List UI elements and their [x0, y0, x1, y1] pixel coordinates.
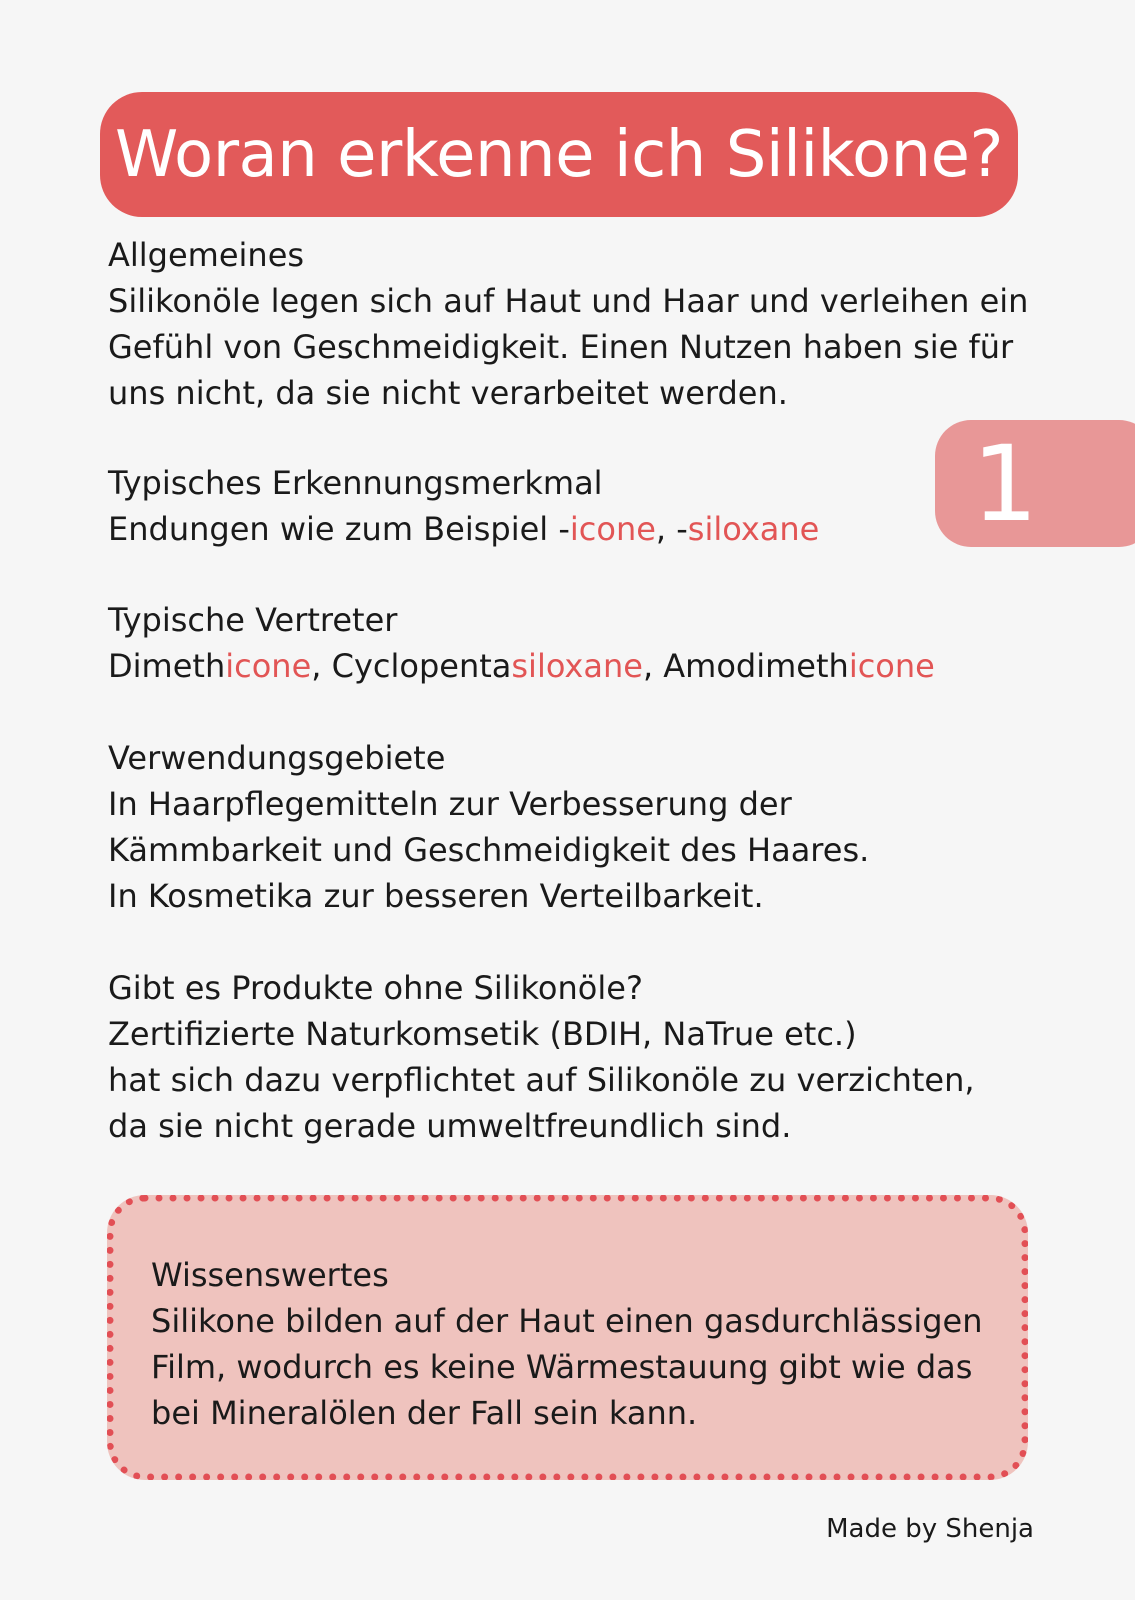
- highlight-ending: icone: [848, 647, 935, 685]
- compound-stem: Dimeth: [108, 647, 226, 685]
- highlight-ending: icone: [225, 647, 312, 685]
- merkmal-separator: , -: [655, 510, 688, 548]
- highlight-ending: siloxane: [511, 647, 643, 685]
- wissenswertes-text-line: Film, wodurch es keine Wärmestauung gibt wie das: [151, 1348, 973, 1386]
- section-text-line: [108, 643, 1038, 689]
- wissenswertes-box: [107, 1195, 1028, 1480]
- title-banner: [100, 92, 1018, 217]
- section-text-line: In Haarpflegemitteln zur Verbesserung der: [108, 785, 792, 823]
- section-heading: Verwendungsgebiete: [108, 739, 446, 777]
- compound-separator: ,: [311, 647, 332, 685]
- section-text-line: Zertifizierte Naturkomsetik (BDIH, NaTrue etc.): [108, 1015, 857, 1053]
- section-verwendung: [108, 735, 1038, 919]
- section-text-line: da sie nicht gerade umweltfreundlich sind.: [108, 1107, 792, 1145]
- highlight-ending: icone: [569, 510, 656, 548]
- section-text-line: [108, 506, 1038, 552]
- page-title: Woran erkenne ich Silikone?: [115, 117, 1003, 192]
- section-heading: Typische Vertreter: [108, 601, 398, 639]
- section-heading: Allgemeines: [108, 236, 305, 274]
- section-text-line: Silikonöle legen sich auf Haut und Haar und verleihen ein: [108, 282, 1029, 320]
- section-produkte: [108, 965, 1038, 1149]
- section-heading: Gibt es Produkte ohne Silikonöle?: [108, 969, 643, 1007]
- compound-stem: Cyclopenta: [331, 647, 512, 685]
- section-text-line: Kämmbarkeit und Geschmeidigkeit des Haares.: [108, 831, 870, 869]
- merkmal-prefix: Endungen wie zum Beispiel -: [108, 510, 570, 548]
- section-merkmal: [108, 460, 1038, 552]
- section-allgemeines: [108, 232, 1038, 416]
- section-text-line: hat sich dazu verpflichtet auf Silikonöle zu verzichten,: [108, 1061, 975, 1099]
- page-number: 1: [971, 422, 1039, 545]
- wissenswertes-heading: Wissenswertes: [151, 1256, 389, 1294]
- wissenswertes-content: [151, 1252, 983, 1436]
- section-text-line: uns nicht, da sie nicht verarbeitet werden.: [108, 374, 788, 412]
- section-text-line: Gefühl von Geschmeidigkeit. Einen Nutzen haben sie für: [108, 328, 1014, 366]
- author-credit: Made by Shenja: [826, 1514, 1034, 1544]
- wissenswertes-text-line: bei Mineralölen der Fall sein kann.: [151, 1394, 698, 1432]
- section-heading: Typisches Erkennungsmerkmal: [108, 464, 603, 502]
- highlight-ending: siloxane: [687, 510, 820, 548]
- section-text-line: In Kosmetika zur besseren Verteilbarkeit.: [108, 877, 764, 915]
- compound-separator: ,: [642, 647, 664, 685]
- compound-stem: Amodimeth: [663, 647, 849, 685]
- section-vertreter: [108, 597, 1038, 689]
- wissenswertes-text-line: Silikone bilden auf der Haut einen gasdurchlässigen: [151, 1302, 983, 1340]
